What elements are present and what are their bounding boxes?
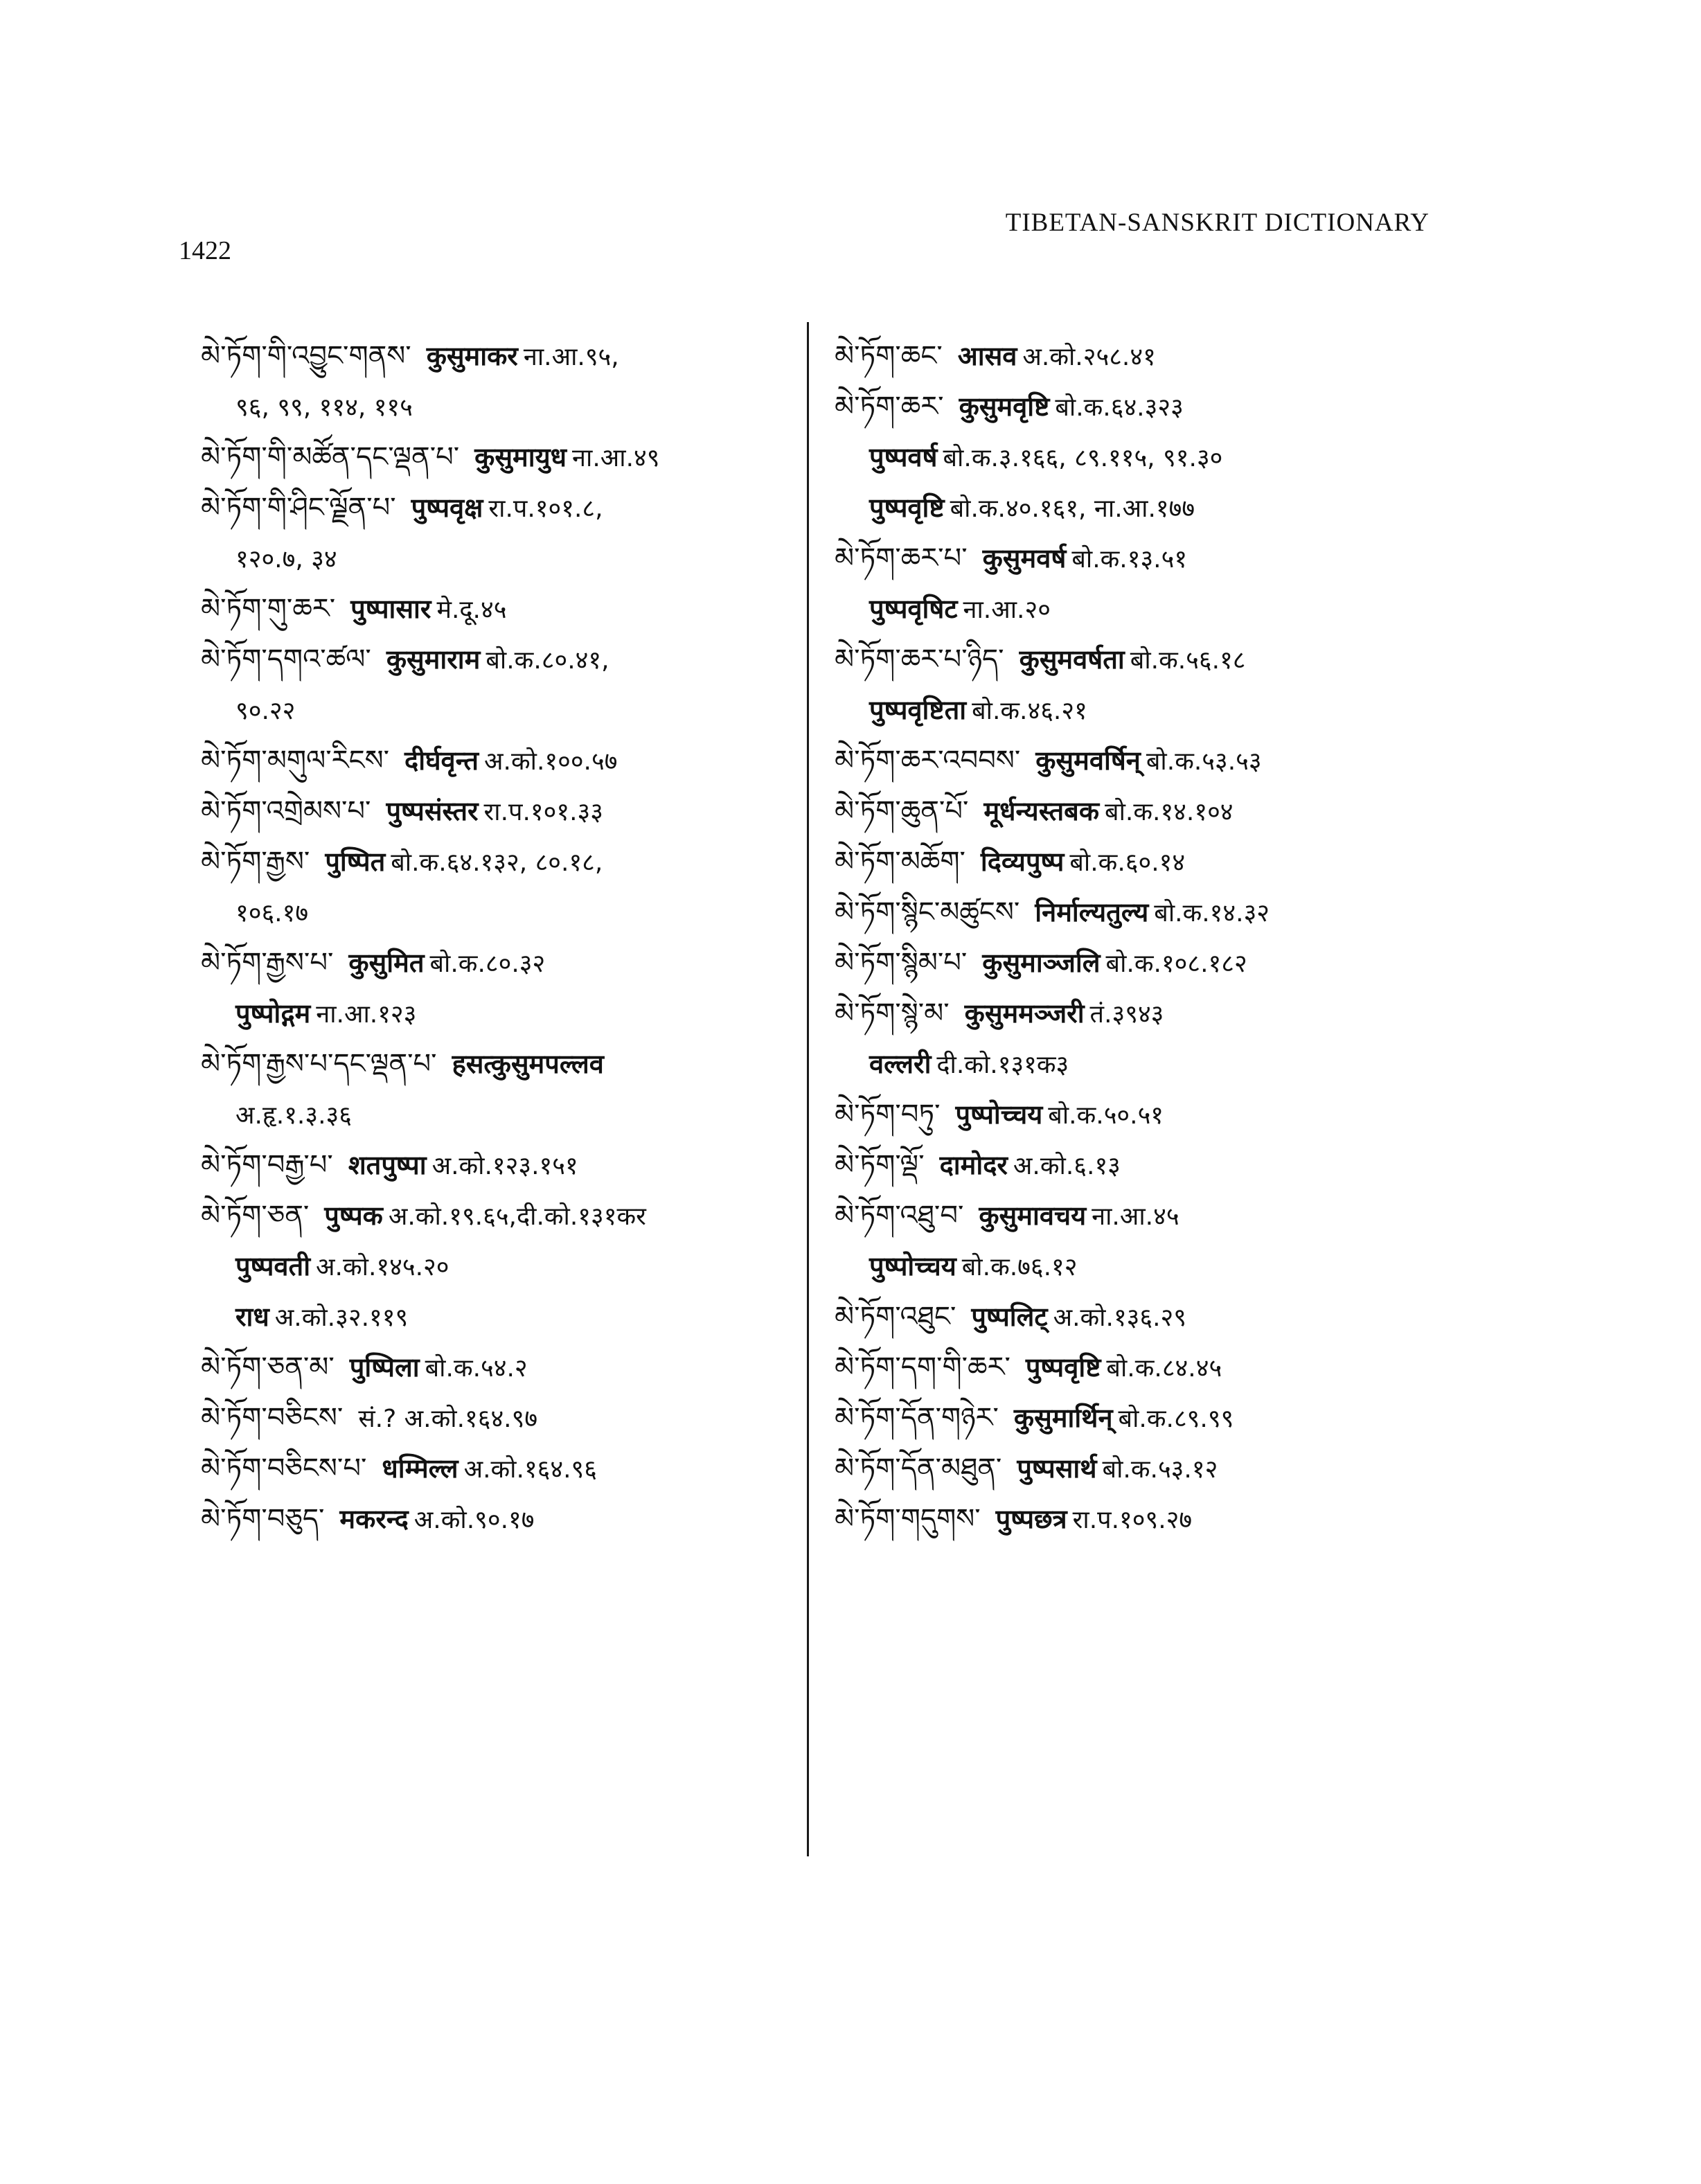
source-reference: बो.क.१४.३२	[1154, 899, 1270, 927]
source-reference: बो.क.५३.५३	[1146, 747, 1262, 776]
sanskrit-equivalent: कुसुमार्थिन्	[1013, 1403, 1113, 1433]
source-reference: अ.को.१६४.९६	[463, 1455, 597, 1484]
tibetan-headword: མེ་ཏོག་དོན་མཐུན་	[835, 1453, 1002, 1484]
entry-headline	[201, 1140, 796, 1191]
source-reference: बो.क.८०.४१,	[486, 646, 609, 675]
source-reference: बो.क.५३.१२	[1102, 1455, 1218, 1484]
page-number: 1422	[179, 236, 231, 265]
dictionary-entry	[201, 634, 796, 736]
source-reference: अ.को.२५८.४१	[1022, 343, 1156, 371]
tibetan-headword: མེ་ཏོག་བཏུ་	[835, 1099, 941, 1130]
dictionary-entry	[201, 1444, 796, 1494]
sanskrit-equivalent: पुष्पलिट्	[971, 1302, 1048, 1332]
dictionary-entry	[201, 1494, 796, 1545]
dictionary-entry	[201, 1140, 796, 1191]
dictionary-entry	[835, 1342, 1444, 1393]
sanskrit-equivalent: कुसुमाञ्जलि	[982, 948, 1101, 978]
entry-headline	[835, 1140, 1444, 1191]
source-reference: ९६, ९९, ११४, ११५	[235, 393, 413, 422]
dictionary-entry	[201, 331, 796, 432]
source-reference: अ.को.१४५.२०	[316, 1253, 449, 1281]
source-reference: बो.क.८०.३२	[429, 950, 546, 978]
tibetan-headword: མེ་ཏོག་བཅུད་	[201, 1503, 325, 1535]
source-reference: रा.प.१०१.८,	[488, 495, 603, 523]
entry-continuation	[201, 685, 796, 736]
sanskrit-equivalent: कुसुमाकर	[426, 341, 518, 371]
entry-headline	[835, 887, 1444, 938]
dictionary-entry	[835, 1393, 1444, 1444]
source-reference: बो.क.१४.१०४	[1105, 798, 1234, 826]
tibetan-headword: མེ་ཏོག་བཅིངས་	[201, 1402, 344, 1434]
entry-continuation	[201, 533, 796, 584]
entry-continuation	[835, 1039, 1444, 1090]
source-reference: १२०.७, ३४	[235, 545, 337, 574]
tibetan-headword: མེ་ཏོག་ཆར་པ་ཉིད་	[835, 643, 1004, 675]
entry-headline	[201, 1039, 796, 1090]
dictionary-entry	[835, 533, 1444, 634]
source-reference: ना.आ.१२३	[316, 1000, 417, 1029]
sanskrit-equivalent: कुसुमवर्षिन्	[1035, 745, 1141, 776]
source-reference: ना.आ.४५	[1092, 1202, 1179, 1231]
entry-continuation	[201, 382, 796, 432]
left-column	[201, 331, 796, 1545]
dictionary-entry	[201, 736, 796, 786]
entry-headline	[201, 1342, 796, 1393]
entry-headline	[201, 837, 796, 887]
tibetan-headword: མེ་ཏོག་གུ་ཆར་	[201, 593, 336, 625]
sanskrit-equivalent: पुष्पवृक्ष	[411, 492, 483, 523]
source-reference: मे.दू.४५	[436, 596, 507, 624]
sanskrit-equivalent: निर्माल्यतुल्य	[1035, 897, 1149, 927]
dictionary-entry	[201, 483, 796, 584]
dictionary-entry	[835, 988, 1444, 1090]
tibetan-headword: མེ་ཏོག་དོན་གཉེར་	[835, 1402, 999, 1434]
source-reference: अ.को.९०.१७	[413, 1506, 535, 1534]
sanskrit-equivalent: कुसुमित	[348, 948, 425, 978]
tibetan-headword: མེ་ཏོག་ཅན་མ་	[201, 1351, 335, 1383]
source-reference: दी.को.१३१क३	[936, 1051, 1069, 1079]
entry-continuation	[835, 685, 1444, 736]
running-title: TIBETAN-SANSKRIT DICTIONARY	[1005, 208, 1430, 237]
entry-continuation	[835, 584, 1444, 634]
entry-headline	[835, 786, 1444, 837]
dictionary-entry	[835, 1444, 1444, 1494]
dictionary-entry	[201, 432, 796, 483]
dictionary-entry	[835, 736, 1444, 786]
source-reference: बो.क.७६.१२	[961, 1253, 1078, 1281]
source-reference: अ.को.१९.६५,दी.को.१३१कर	[388, 1202, 646, 1231]
sanskrit-equivalent: पुष्पोच्चय	[955, 1099, 1043, 1130]
source-reference: अ.को.६.१३	[1013, 1152, 1121, 1180]
sanskrit-equivalent: पुष्पिला	[349, 1352, 420, 1383]
tibetan-headword: མེ་ཏོག་གི་མཚོན་དང་ལྡན་པ་	[201, 441, 460, 473]
dictionary-entry	[201, 1342, 796, 1393]
tibetan-headword: མེ་ཏོག་སྙིང་མཚུངས་	[835, 896, 1020, 928]
tibetan-headword: མེ་ཏོག་དགའ་ཚལ་	[201, 643, 371, 675]
sanskrit-equivalent: दिव्यपुष्प	[980, 846, 1065, 877]
tibetan-headword: མེ་ཏོག་ཆང་	[835, 340, 943, 372]
entry-continuation	[201, 1241, 796, 1292]
tibetan-headword: མེ་ཏོག་སྙིམ་པ་	[835, 947, 968, 979]
entry-continuation	[835, 483, 1444, 533]
sanskrit-equivalent: मकरन्द	[339, 1504, 409, 1534]
sanskrit-equivalent: कुसुममञ्जरी	[964, 998, 1085, 1029]
entry-headline	[835, 382, 1444, 432]
source-reference: बो.क.१३.५१	[1071, 545, 1188, 574]
source-reference: बो.क.६४.३२३	[1055, 393, 1184, 422]
tibetan-headword: མེ་ཏོག་རྒྱས་པ་དང་ལྡན་པ་	[201, 1048, 437, 1080]
column-divider	[807, 322, 809, 1856]
entry-headline	[201, 331, 796, 382]
sanskrit-equivalent: शतपुष्पा	[348, 1150, 427, 1180]
dictionary-entry	[201, 837, 796, 938]
source-reference: ना.आ.९५,	[523, 343, 619, 371]
dictionary-entry	[835, 887, 1444, 938]
sanskrit-equivalent: पुष्पवृष्टिता	[869, 695, 967, 725]
source-reference: अ.को.३२.११९	[274, 1304, 409, 1332]
sanskrit-equivalent: पुष्पोद्गम	[235, 998, 311, 1029]
entry-headline	[201, 1393, 796, 1444]
source-reference: अ.को.१००.५७	[484, 747, 618, 776]
source-reference: ९०.२२	[235, 697, 296, 725]
entry-continuation	[201, 1090, 796, 1140]
source-reference: बो.क.५४.२	[425, 1354, 528, 1383]
dictionary-entry	[201, 1393, 796, 1444]
sanskrit-equivalent: धम्मिल्ल	[382, 1453, 458, 1484]
tibetan-headword: མེ་ཏོག་འཐུ་བ་	[835, 1200, 964, 1232]
sanskrit-equivalent: पुष्पक	[324, 1200, 383, 1231]
dictionary-entry	[835, 1292, 1444, 1342]
dictionary-entry	[835, 382, 1444, 533]
entry-headline	[835, 1090, 1444, 1140]
source-reference: अ.को.१३६.२९	[1053, 1304, 1186, 1332]
entry-headline	[835, 1292, 1444, 1342]
tibetan-headword: མེ་ཏོག་ཆར་པ་	[835, 542, 968, 574]
dictionary-entry	[835, 837, 1444, 887]
sanskrit-equivalent: पुष्पवृष्टि	[869, 492, 945, 523]
tibetan-headword: མེ་ཏོག་ཆུན་པོ་	[835, 795, 969, 827]
entry-headline	[835, 736, 1444, 786]
sanskrit-equivalent: पुष्पित	[325, 846, 386, 877]
entry-headline	[201, 786, 796, 837]
sanskrit-equivalent: राध	[235, 1302, 269, 1332]
entry-headline	[201, 1444, 796, 1494]
tibetan-headword: མེ་ཏོག་ཆར་འབབས་	[835, 745, 1021, 776]
dictionary-entry	[201, 584, 796, 634]
entry-headline	[201, 736, 796, 786]
entry-headline	[201, 432, 796, 483]
tibetan-headword: མེ་ཏོག་འཐུང་	[835, 1301, 956, 1333]
sanskrit-equivalent: कुसुमावचय	[979, 1200, 1087, 1231]
sanskrit-equivalent: कुसुमायुध	[474, 442, 567, 472]
entry-headline	[201, 483, 796, 533]
entry-headline	[835, 1191, 1444, 1241]
sanskrit-equivalent: वल्लरी	[869, 1049, 932, 1079]
entry-continuation	[835, 1241, 1444, 1292]
entry-headline	[835, 938, 1444, 988]
dictionary-entry	[835, 634, 1444, 736]
sanskrit-equivalent: कुसुमवर्षता	[1019, 644, 1125, 675]
source-reference: १०६.१७	[235, 899, 309, 927]
source-reference: बो.क.१०८.१८२	[1105, 950, 1247, 978]
source-reference: बो.क.५०.५१	[1048, 1101, 1164, 1130]
sanskrit-equivalent: पुष्पवृषिट	[869, 594, 958, 624]
entry-headline	[201, 584, 796, 634]
source-reference: अ.को.१२३.१५१	[431, 1152, 578, 1180]
sanskrit-equivalent: पुष्पसार्थ	[1017, 1453, 1097, 1484]
source-reference: बो.क.४०.१६१, ना.आ.१७७	[950, 495, 1195, 523]
sanskrit-equivalent: पुष्पवती	[235, 1251, 311, 1281]
dictionary-entry	[835, 1494, 1444, 1545]
entry-headline	[201, 1494, 796, 1545]
source-reference: बो.क.८९.९९	[1118, 1405, 1234, 1433]
tibetan-headword: མེ་ཏོག་མཆོག་	[835, 846, 965, 878]
source-reference: बो.क.८४.४५	[1106, 1354, 1222, 1383]
sanskrit-equivalent: आसव	[957, 341, 1017, 371]
dictionary-entry	[835, 786, 1444, 837]
tibetan-headword: མེ་ཏོག་གི་ཤིང་ལྗོན་པ་	[201, 492, 396, 524]
dictionary-entry	[835, 1191, 1444, 1292]
dictionary-entry	[201, 1191, 796, 1342]
source-reference: तं.३९४३	[1089, 1000, 1164, 1029]
sanskrit-equivalent: पुष्पोच्चय	[869, 1251, 956, 1281]
tibetan-headword: མེ་ཏོག་འགྲེམས་པ་	[201, 795, 371, 827]
entry-headline	[201, 634, 796, 685]
tibetan-headword: མེ་ཏོག་བརྒྱ་པ་	[201, 1149, 333, 1181]
entry-continuation	[201, 988, 796, 1039]
sanskrit-equivalent: पुष्पछत्र	[995, 1504, 1067, 1534]
tibetan-headword: མེ་ཏོག་སྙེ་མ་	[835, 997, 950, 1029]
dictionary-entry	[201, 938, 796, 1039]
entry-headline	[835, 1494, 1444, 1545]
tibetan-headword: མེ་ཏོག་ཅན་	[201, 1200, 310, 1232]
sanskrit-equivalent: कुसुमवृष्टि	[959, 391, 1050, 422]
tibetan-headword: མེ་ཏོག་མགུལ་རིངས་	[201, 745, 390, 776]
sanskrit-equivalent: मूर्धन्यस्तबक	[983, 796, 1100, 826]
sanskrit-equivalent: कुसुमाराम	[386, 644, 481, 675]
tibetan-headword: མེ་ཏོག་དག་གི་ཆར་	[835, 1351, 1010, 1383]
source-reference: बो.क.३.१६६, ८९.११५, ९१.३०	[943, 444, 1223, 472]
entry-headline	[835, 634, 1444, 685]
entry-headline	[835, 988, 1444, 1039]
tibetan-headword: མེ་ཏོག་ཆར་	[835, 391, 944, 423]
sanskrit-equivalent: पुष्पवर्ष	[869, 442, 938, 472]
sanskrit-equivalent: दामोदर	[939, 1150, 1008, 1180]
dictionary-entry	[201, 786, 796, 837]
source-reference: बो.क.४६.२१	[972, 697, 1087, 725]
entry-headline	[835, 1444, 1444, 1494]
source-reference: बो.क.६०.१४	[1069, 849, 1186, 877]
dictionary-entry	[835, 938, 1444, 988]
entry-continuation	[201, 887, 796, 938]
sanskrit-equivalent: पुष्पासार	[350, 594, 431, 624]
entry-headline	[835, 533, 1444, 584]
right-column	[835, 331, 1444, 1545]
entry-headline	[835, 837, 1444, 887]
sanskrit-equivalent: कुसुमवर्ष	[982, 543, 1067, 574]
dictionary-entry	[201, 1039, 796, 1140]
source-reference: अ.हृ.१.३.३६	[235, 1101, 352, 1130]
tibetan-headword: མེ་ཏོག་ལྡོ་	[835, 1149, 925, 1181]
sanskrit-equivalent: हसत्कुसुमपल्लव	[452, 1049, 604, 1079]
entry-continuation	[201, 1292, 796, 1342]
entry-headline	[835, 1393, 1444, 1444]
entry-headline	[835, 331, 1444, 382]
dictionary-entry	[835, 1090, 1444, 1140]
tibetan-headword: མེ་ཏོག་བཅིངས་པ་	[201, 1453, 367, 1484]
sanskrit-equivalent: पुष्पसंस्तर	[386, 796, 479, 826]
sanskrit-equivalent: दीर्घवृन्त	[404, 745, 479, 776]
source-reference: रा.प.१०१.३३	[483, 798, 603, 826]
tibetan-headword: མེ་ཏོག་རྒྱས་པ་	[201, 947, 334, 979]
sanskrit-equivalent: पुष्पवृष्टि	[1025, 1352, 1101, 1383]
source-reference: ना.आ.२०	[963, 596, 1051, 624]
dictionary-entry	[835, 1140, 1444, 1191]
source-reference: रा.प.१०९.२७	[1072, 1506, 1193, 1534]
source-reference: बो.क.६४.१३२, ८०.१८,	[391, 849, 603, 877]
tibetan-headword: མེ་ཏོག་རྒྱས་	[201, 846, 310, 878]
source-reference: ना.आ.४९	[572, 444, 660, 472]
entry-headline	[201, 1191, 796, 1241]
tibetan-headword: མེ་ཏོག་གི་འབྱུང་གནས་	[201, 340, 411, 372]
tibetan-headword: མེ་ཏོག་གདུགས་	[835, 1503, 981, 1535]
entry-headline	[201, 938, 796, 988]
source-reference: सं.? अ.को.१६४.९७	[358, 1405, 538, 1433]
entry-continuation	[835, 432, 1444, 483]
entry-headline	[835, 1342, 1444, 1393]
source-reference: बो.क.५६.१८	[1130, 646, 1246, 675]
dictionary-entry	[835, 331, 1444, 382]
